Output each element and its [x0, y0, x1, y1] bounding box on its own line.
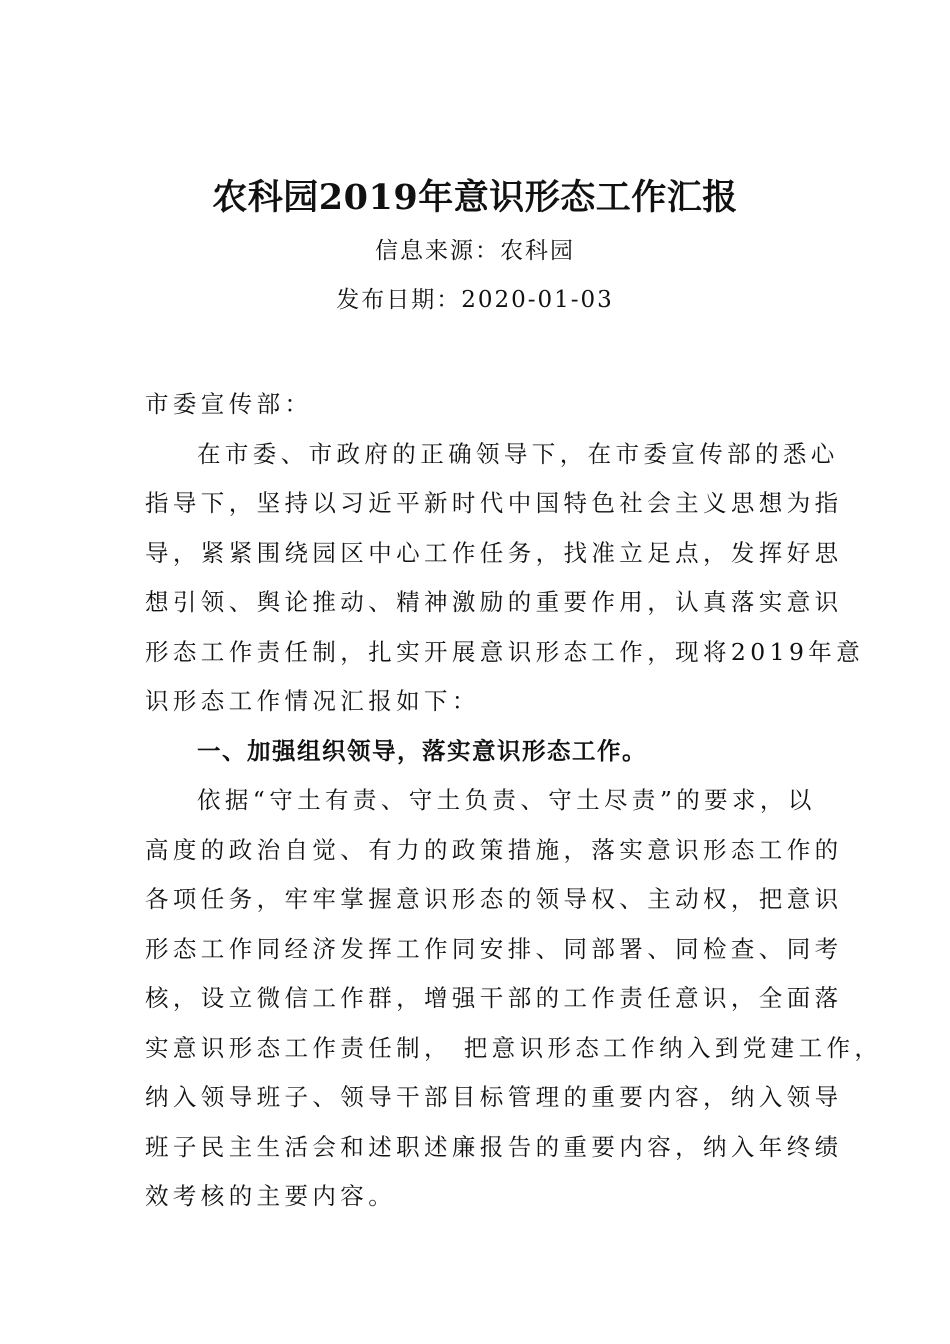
paragraph-line: 形态工作同经济发挥工作同安排、同部署、同检查、同考 — [145, 934, 843, 963]
paragraph-line: 想引领、舆论推动、精神激励的重要作用，认真落实意识 — [145, 588, 843, 616]
paragraph-line: 导，紧紧围绕园区中心工作任务，找准立足点，发挥好思 — [145, 538, 843, 567]
paragraph-line: 效考核的主要内容。 — [145, 1182, 397, 1210]
salutation: 市委宣传部： — [145, 390, 313, 418]
paragraph-line: 实意识形态工作责任制， 把意识形态工作纳入到党建工作， — [145, 1033, 883, 1062]
section-heading: 一、加强组织领导，落实意识形态工作。 — [197, 736, 647, 765]
paragraph-line: 各项任务，牢牢掌握意识形态的领导权、主动权，把意识 — [145, 885, 843, 913]
paragraph-line: 依据“守土有责、守土负责、守土尽责”的要求，以 — [197, 786, 816, 814]
paragraph-section-1 — [145, 776, 883, 1222]
paragraph-line: 班子民主生活会和述职述廉报告的重要内容，纳入年终绩 — [145, 1132, 843, 1161]
document-body — [145, 380, 883, 1222]
paragraph-line: 在市委、市政府的正确领导下，在市委宣传部的悉心 — [197, 439, 839, 468]
paragraph-line: 高度的政治自觉、有力的政策措施，落实意识形态工作的 — [145, 835, 843, 864]
paragraph-line: 纳入领导班子、领导干部目标管理的重要内容，纳入领导 — [145, 1083, 843, 1111]
paragraph-intro — [145, 430, 865, 727]
publish-date: 发布日期：2020-01-03 — [336, 287, 614, 313]
paragraph-line: 核，设立微信工作群，增强干部的工作责任意识，全面落 — [145, 984, 843, 1012]
document-title: 农科园2019年意识形态工作汇报 — [212, 177, 738, 218]
paragraph-line: 形态工作责任制，扎实开展意识形态工作，现将2019年意 — [145, 637, 865, 666]
paragraph-line: 指导下，坚持以习近平新时代中国特色社会主义思想为指 — [145, 489, 843, 517]
paragraph-line: 识形态工作情况汇报如下： — [145, 687, 480, 715]
info-source: 信息来源：农科园 — [375, 238, 575, 264]
